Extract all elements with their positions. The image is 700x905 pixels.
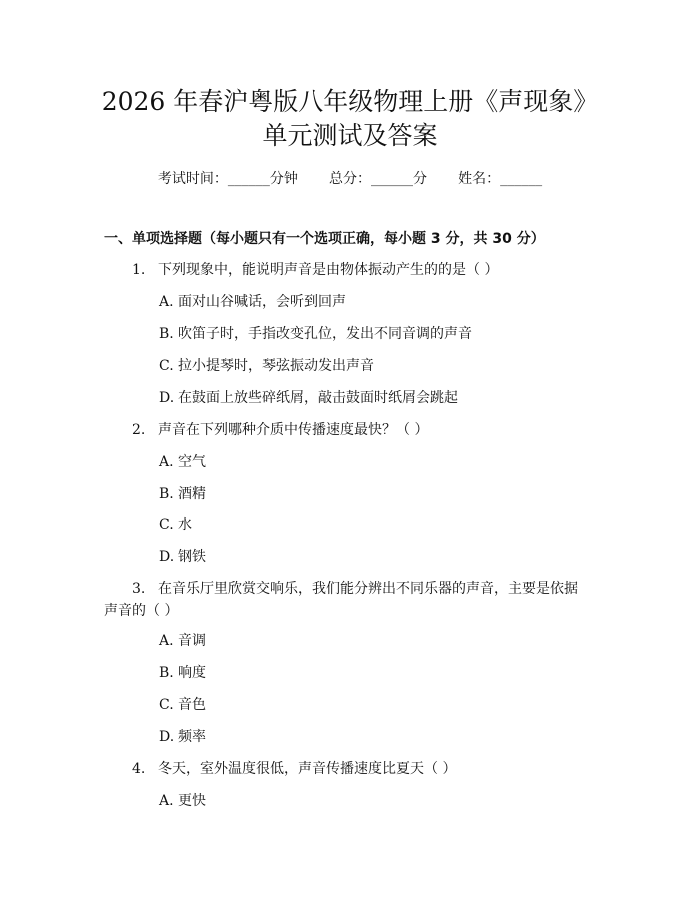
- question-4: [132, 758, 456, 780]
- question-3: [104, 578, 584, 622]
- option-text: 酒精: [178, 486, 206, 502]
- option-2a: [159, 451, 206, 473]
- option-letter: C.: [159, 697, 174, 713]
- option-1d: [159, 387, 458, 409]
- total-score-field: 总分：______分: [329, 171, 427, 187]
- question-text: 冬天，室外温度很低，声音传播速度比夏天（ ）: [158, 761, 457, 777]
- section-heading: 一、单项选择题（每小题只有一个选项正确，每小题 3 分，共 30 分）: [104, 231, 545, 247]
- option-text: 吹笛子时，手指改变孔位，发出不同音调的声音: [178, 326, 472, 342]
- question-number: 4.: [132, 761, 146, 777]
- question-1: [132, 259, 498, 281]
- option-letter: C.: [159, 517, 174, 533]
- option-text: 钢铁: [178, 549, 206, 565]
- question-number: 1.: [132, 262, 146, 278]
- option-text: 拉小提琴时，琴弦振动发出声音: [178, 358, 374, 374]
- option-letter: A.: [159, 294, 174, 310]
- question-text: 在音乐厅里欣赏交响乐，我们能分辨出不同乐器的声音，主要是依据声音的（ ）: [104, 581, 578, 619]
- option-1c: [159, 355, 374, 377]
- option-1b: [159, 323, 472, 345]
- option-letter: B.: [159, 326, 174, 342]
- option-text: 水: [178, 517, 192, 533]
- option-text: 音调: [178, 633, 206, 649]
- option-text: 更快: [178, 793, 206, 809]
- option-4a: [159, 790, 206, 812]
- option-3a: [159, 630, 206, 652]
- option-letter: D.: [159, 729, 175, 745]
- option-text: 在鼓面上放些碎纸屑，敲击鼓面时纸屑会跳起: [178, 390, 458, 406]
- option-3c: [159, 694, 206, 716]
- page-title-line2: 单元测试及答案: [262, 121, 438, 150]
- option-letter: A.: [159, 454, 174, 470]
- option-2d: [159, 546, 206, 568]
- student-name-field: 姓名：______: [458, 171, 543, 187]
- option-letter: C.: [159, 358, 174, 374]
- exam-meta: [0, 168, 700, 188]
- page-title-line1: 2026 年春沪粤版八年级物理上册《声现象》: [101, 87, 599, 116]
- option-text: 音色: [178, 697, 206, 713]
- option-3b: [159, 662, 206, 684]
- option-3d: [159, 726, 206, 748]
- exam-time-field: 考试时间：______分钟: [157, 171, 298, 187]
- question-number: 2.: [132, 422, 146, 438]
- option-letter: B.: [159, 665, 174, 681]
- option-text: 频率: [178, 729, 206, 745]
- option-1a: [159, 291, 346, 313]
- question-number: 3.: [132, 581, 146, 597]
- option-text: 空气: [178, 454, 206, 470]
- question-2: [132, 419, 428, 441]
- option-letter: D.: [159, 390, 175, 406]
- option-letter: D.: [159, 549, 175, 565]
- option-2c: [159, 514, 192, 536]
- question-text: 下列现象中，能说明声音是由物体振动产生的的是（ ）: [158, 262, 499, 278]
- option-letter: A.: [159, 633, 174, 649]
- option-text: 响度: [178, 665, 206, 681]
- option-2b: [159, 483, 206, 505]
- option-letter: B.: [159, 486, 174, 502]
- question-text: 声音在下列哪种介质中传播速度最快？（ ）: [158, 422, 429, 438]
- option-text: 面对山谷喊话，会听到回声: [178, 294, 346, 310]
- option-letter: A.: [159, 793, 174, 809]
